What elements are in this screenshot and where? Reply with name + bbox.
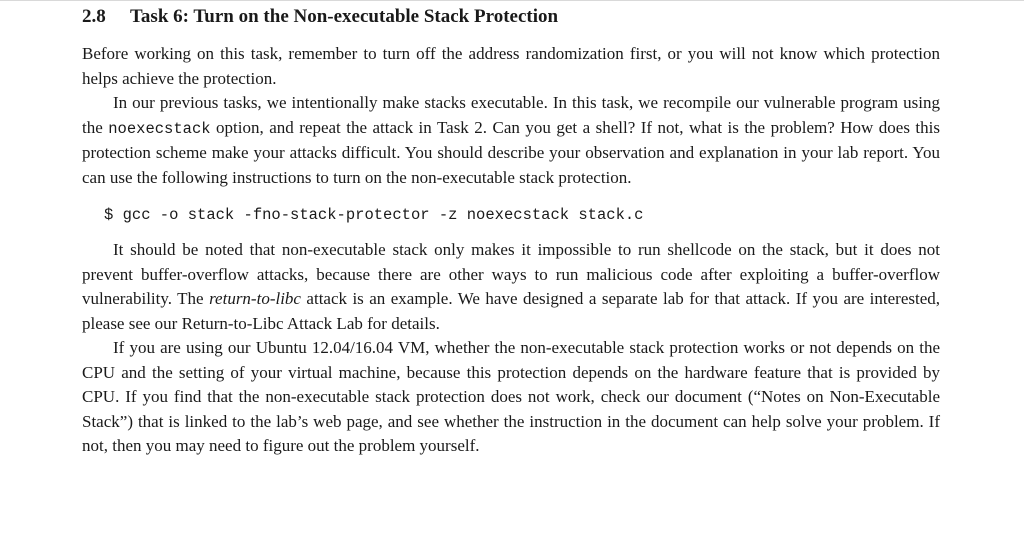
document-page bbox=[82, 6, 940, 459]
paragraph-intro-text: Before working on this task, remember to turn off the address randomization first, or you will not know which protection helps achieve the protection. bbox=[82, 44, 940, 88]
section-title: Task 6: Turn on the Non-executable Stack Protection bbox=[130, 6, 559, 27]
paragraph-note-text-b: attack is an example. We have designed a separate lab for that attack. If you are interested, please see our Return-to-Libc Attack Lab for details. bbox=[82, 289, 941, 333]
command-code-block: $ gcc -o stack -fno-stack-protector -z noexecstack stack.c bbox=[104, 206, 644, 224]
paragraph-vm bbox=[82, 336, 940, 459]
paragraph-note bbox=[82, 238, 940, 336]
paragraph-vm-text: If you are using our Ubuntu 12.04/16.04 VM, whether the non-executable stack protection works or not depends on the CPU and the setting of your virtual machine, because this protection depends on the hardware feature that is provided by CPU. If you find that the non-executable stack protection does not work, check our document (“Notes on Non-Executable Stack”) that is linked to the lab’s web page, and see whether the instruction in the document can help solve your problem. If not, then you may need to figure out the problem yourself. bbox=[82, 338, 940, 455]
paragraph-recompile bbox=[82, 91, 940, 190]
section-heading bbox=[82, 6, 940, 28]
paragraph-recompile-text-a: In our previous tasks, we intentionally make stacks executable. In this task, we recompile our vulnerable program using the bbox=[82, 93, 940, 137]
paragraph-note-text-a: It should be noted that non-executable stack only makes it impossible to run shellcode on the stack, but it does not prevent buffer-overflow attacks, because there are other ways to run malicious code after exploiting a buffer-overflow vulnerability. The bbox=[82, 240, 940, 308]
top-divider bbox=[0, 0, 1024, 1]
emphasis-return-to-libc: return-to-libc bbox=[209, 289, 301, 308]
inline-code-noexecstack: noexecstack bbox=[108, 119, 211, 138]
paragraph-recompile-text-b: option, and repeat the attack in Task 2. Can you get a shell? If not, what is the problem? How does this protection scheme make your attacks difficult. You should describe your observation and explanation in your lab report. You can use the following instructions to turn on the non-executable stack protection. bbox=[82, 117, 940, 187]
paragraph-intro bbox=[82, 42, 940, 91]
section-number: 2.8 bbox=[82, 6, 106, 27]
